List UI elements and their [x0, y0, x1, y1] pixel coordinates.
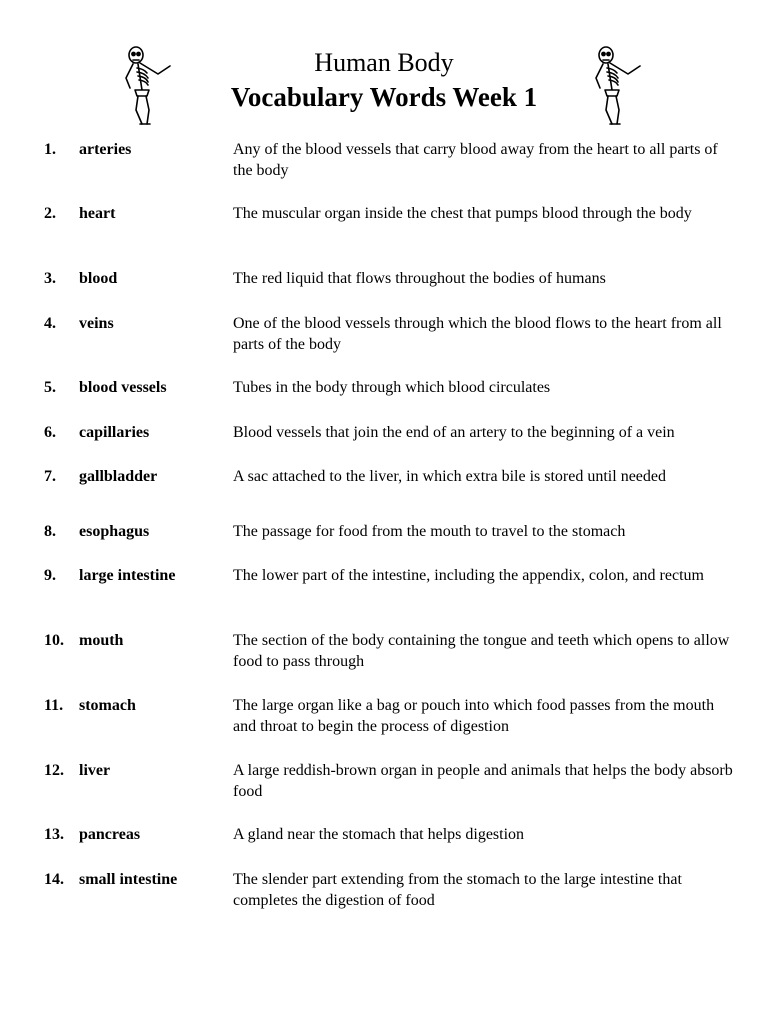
- entry-definition: A sac attached to the liver, in which extra bile is stored until needed: [233, 468, 666, 485]
- entry-number: 1.: [44, 141, 56, 158]
- entry-definition: The passage for food from the mouth to travel to the stomach: [233, 523, 626, 540]
- entry-term: heart: [79, 205, 116, 222]
- entry-definition: A large reddish-brown organ in people and animals that helps the body absorb food: [233, 762, 733, 800]
- entry-definition: One of the blood vessels through which the blood flows to the heart from all parts of the body: [233, 315, 722, 353]
- entry-number: 14.: [44, 871, 64, 888]
- entry-term: gallbladder: [79, 468, 158, 485]
- entry-definition: A gland near the stomach that helps digestion: [233, 826, 525, 843]
- entry-definition: Any of the blood vessels that carry blood away from the heart to all parts of the body: [233, 141, 718, 179]
- entry-definition: The lower part of the intestine, including the appendix, colon, and rectum: [233, 567, 704, 584]
- entry-number: 2.: [44, 205, 56, 222]
- entry-number: 5.: [44, 379, 56, 396]
- entry-number: 12.: [44, 762, 64, 779]
- entry-definition: The muscular organ inside the chest that pumps blood through the body: [233, 205, 692, 222]
- entry-term: esophagus: [79, 523, 150, 540]
- entry-term: pancreas: [79, 826, 141, 843]
- entry-term: blood: [79, 270, 118, 287]
- entry-definition: The slender part extending from the stomach to the large intestine that completes the digestion of food: [233, 871, 682, 909]
- page-subtitle: Vocabulary Words Week 1: [230, 82, 538, 112]
- entry-number: 6.: [44, 424, 56, 441]
- entry-definition: Blood vessels that join the end of an artery to the beginning of a vein: [233, 424, 675, 441]
- entry-number: 9.: [44, 567, 56, 584]
- entry-number: 4.: [44, 315, 56, 332]
- page-title: Human Body: [314, 48, 454, 77]
- entry-term: stomach: [79, 697, 136, 714]
- entry-definition: The large organ like a bag or pouch into which food passes from the mouth and throat to begin the process of digestion: [233, 697, 715, 735]
- entry-number: 13.: [44, 826, 64, 843]
- entry-definition: Tubes in the body through which blood circulates: [233, 379, 551, 396]
- entry-definition: The red liquid that flows throughout the bodies of humans: [233, 270, 606, 287]
- entry-term: veins: [79, 315, 114, 332]
- entry-number: 7.: [44, 468, 56, 485]
- entry-number: 10.: [44, 632, 64, 649]
- entry-number: 8.: [44, 523, 56, 540]
- entry-number: 11.: [44, 697, 64, 714]
- entry-number: 3.: [44, 270, 56, 287]
- entry-term: large intestine: [79, 567, 176, 584]
- entry-term: arteries: [79, 141, 132, 158]
- entry-term: liver: [79, 762, 111, 779]
- entry-term: small intestine: [79, 871, 178, 888]
- entry-term: blood vessels: [79, 379, 167, 396]
- entry-definition: The section of the body containing the tongue and teeth which opens to allow food to pass through: [233, 632, 730, 670]
- entry-term: capillaries: [79, 424, 150, 441]
- entry-term: mouth: [79, 632, 124, 649]
